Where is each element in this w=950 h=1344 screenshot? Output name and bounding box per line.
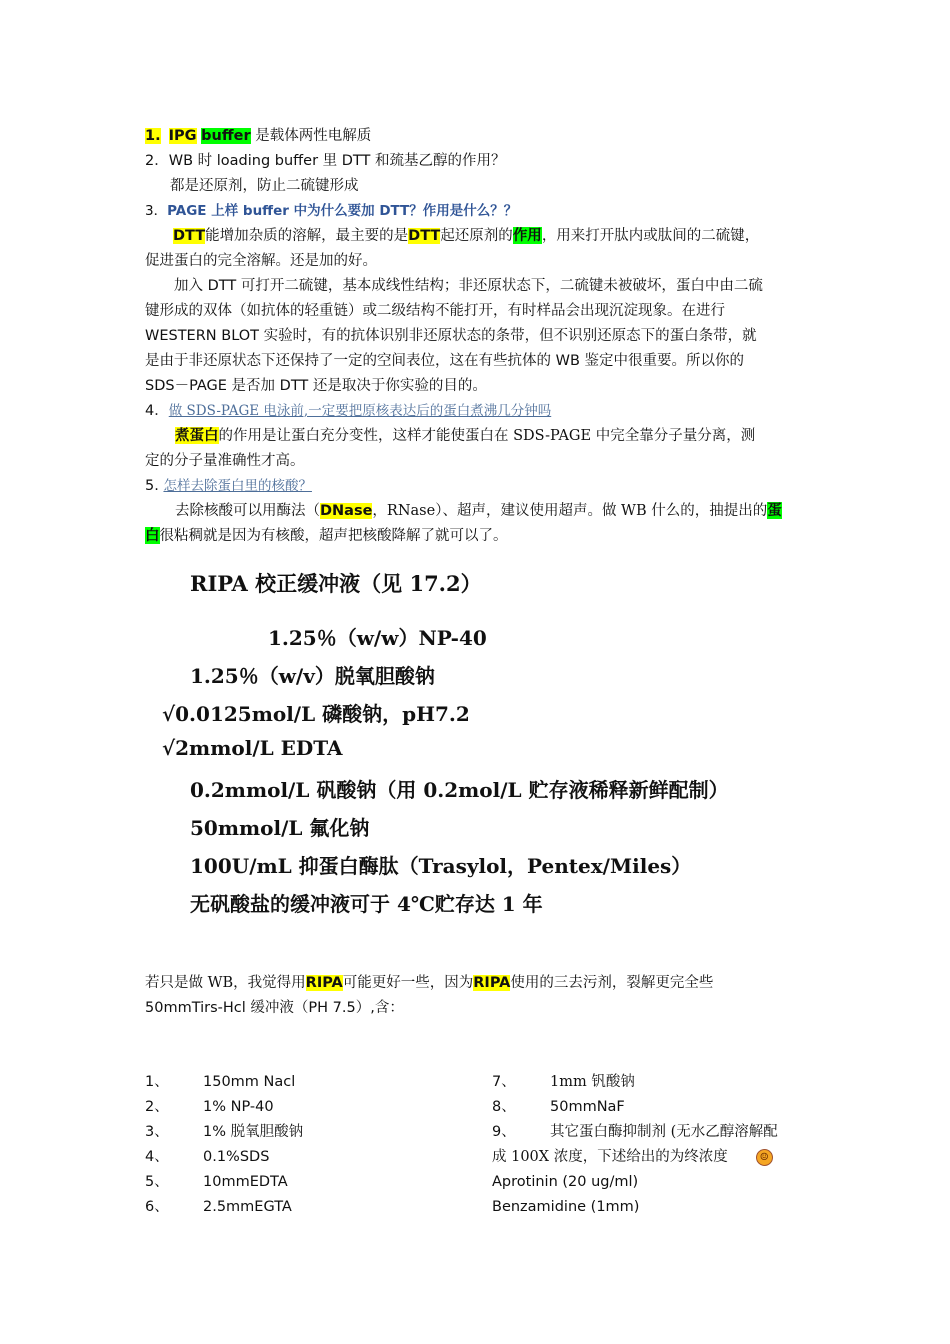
q3-para2-line5: SDS－PAGE 是否加 DTT 还是取决于你实验的目的。 (145, 378, 487, 394)
boil-protein-term: 煮蛋白 (175, 427, 219, 444)
q2-answer: 都是还原剂，防止二硫键形成 (170, 178, 359, 194)
list-value: 其它蛋白酶抑制剂 (无水乙醇溶解配 (550, 1124, 778, 1140)
q3-question (145, 201, 517, 221)
ripa-term: RIPA (473, 975, 511, 991)
q4-answer-line2: 定的分子量准确性才高。 (145, 453, 305, 469)
q1-line (145, 126, 371, 146)
inhibitor-aprotinin: Aprotinin (20 ug/ml) (492, 1174, 639, 1190)
list-value: 1mm 钒酸钠 (550, 1074, 635, 1090)
q3-number: 3． (145, 203, 168, 219)
list-number: 1、 (145, 1074, 169, 1090)
q3-para2-line3: WESTERN BLOT 实验时，有的抗体识别非还原状态的条带，但不识别还原态下的蛋白条带，就 (145, 328, 757, 344)
list-value: 成 100X 浓度，下述给出的为终浓度 (492, 1149, 728, 1165)
list-item (492, 1072, 635, 1092)
q4-answer-line1 (175, 426, 755, 446)
list-item (145, 1097, 274, 1117)
ripa-recipe-image (160, 560, 840, 920)
q4-link[interactable]: 做 SDS-PAGE 电泳前,一定要把原核表达后的蛋白煮沸几分钟吗 (168, 403, 552, 419)
q3-para1-line1 (173, 226, 759, 246)
recipe-item: √0.0125mol/L 磷酸钠，pH7.2 (162, 702, 470, 726)
list-value: 0.1%SDS (203, 1149, 270, 1165)
q3-text: PAGE 上样 buffer 中为什么要加 DTT？作用是什么？？ (167, 203, 518, 219)
q1-term-buffer: buffer (201, 128, 251, 144)
recipe-item: 1.25％（w/v）脱氧胆酸钠 (190, 664, 435, 688)
q1-number: 1. (145, 128, 161, 144)
q5-text-b: ，RNase）、超声，建议使用超声。做 WB 什么的，抽提出的 (372, 503, 768, 519)
list-number: 6、 (145, 1199, 169, 1215)
q2-question (145, 151, 505, 171)
q5-text-a: 去除核酸可以用酶法（ (175, 503, 320, 519)
ripa-note-line2: 50mmTirs-Hcl 缓冲液（PH 7.5）,含： (145, 1000, 404, 1016)
q3-p1-text-b: 起还原剂的 (440, 228, 513, 244)
q2-number: 2． (145, 153, 169, 169)
ripa-note-text-a: 若只是做 WB，我觉得用 (145, 975, 306, 991)
list-number: 5、 (145, 1174, 169, 1190)
list-item-continued (492, 1147, 773, 1167)
q4-number: 4． (145, 403, 169, 419)
ripa-note-line1 (145, 973, 713, 993)
q5-question (145, 476, 312, 496)
recipe-item: √2mmol/L EDTA (162, 736, 343, 760)
effect-term: 作用 (512, 227, 542, 244)
list-item (145, 1122, 303, 1142)
list-item (145, 1147, 269, 1167)
list-number: 2、 (145, 1099, 169, 1115)
list-number: 8、 (492, 1099, 516, 1115)
ripa-note-text-c: 使用的三去污剂，裂解更完全些 (510, 975, 714, 991)
list-item (492, 1122, 778, 1142)
recipe-item: 50mmol/L 氟化钠 (190, 816, 370, 840)
q3-para1-line2: 促进蛋白的完全溶解。还是加的好。 (145, 253, 377, 269)
recipe-item: 1.25％（w/w）NP-40 (268, 626, 487, 650)
list-number: 7、 (492, 1074, 516, 1090)
q1-term-ipg: IPG (168, 128, 197, 144)
q5-answer-line1 (175, 501, 782, 521)
ripa-term: RIPA (305, 975, 343, 991)
list-item (492, 1097, 625, 1117)
q5-number: 5. (145, 478, 159, 494)
q3-para2-line2: 键形成的双体（如抗体的轻重链）或二级结构不能打开，有时样品会出现沉淀现象。在进行 (145, 303, 725, 319)
list-item (145, 1197, 292, 1217)
smiley-face-icon: ☺ (756, 1149, 773, 1166)
q4-question (145, 401, 551, 421)
recipe-item: 无矾酸盐的缓冲液可于 4℃贮存达 1 年 (190, 892, 543, 916)
dtt-term: DTT (408, 228, 441, 244)
list-item (145, 1172, 288, 1192)
q5-link[interactable]: 怎样去除蛋白里的核酸？ (163, 478, 312, 494)
list-number: 3、 (145, 1124, 169, 1140)
list-value: 50mmNaF (550, 1099, 625, 1115)
q3-p1-text-a: 能增加杂质的溶解，最主要的是 (205, 228, 409, 244)
list-value: 2.5mmEGTA (203, 1199, 292, 1215)
protein-term-part2: 白 (145, 527, 160, 544)
recipe-item: 100U/mL 抑蛋白酶肽（Trasylol，Pentex/Miles） (190, 854, 692, 878)
protein-term-part1: 蛋 (767, 502, 782, 519)
recipe-title: RIPA 校正缓冲液（见 17.2） (190, 571, 482, 596)
list-value: 1% 脱氧胆酸钠 (203, 1124, 304, 1140)
list-number: 9、 (492, 1124, 516, 1140)
list-value: 10mmEDTA (203, 1174, 288, 1190)
list-value: 1% NP-40 (203, 1099, 274, 1115)
q3-para2-line4: 是由于非还原状态下还保持了一定的空间表位，这在有些抗体的 WB 鉴定中很重要。所以你的 (145, 353, 744, 369)
list-value: 150mm Nacl (203, 1074, 296, 1090)
q1-text: 是载体两性电解质 (250, 128, 372, 144)
q5-answer-line2 (145, 526, 508, 546)
dtt-term: DTT (173, 228, 206, 244)
q3-para2-line1: 加入 DTT 可打开二硫键，基本成线性结构；非还原状态下，二硫键未被破坏，蛋白中由二硫 (174, 278, 763, 294)
q3-p1-text-c: ，用来打开肽内或肽间的二硫键， (541, 228, 760, 244)
list-number: 4、 (145, 1149, 169, 1165)
list-item (145, 1072, 295, 1092)
recipe-item: 0.2mmol/L 矾酸钠（用 0.2mol/L 贮存液稀释新鲜配制） (190, 778, 729, 802)
dnase-term: DNase (320, 503, 373, 519)
ripa-note-text-b: 可能更好一些，因为 (342, 975, 474, 991)
q5-text-c: 很粘稠就是因为有核酸，超声把核酸降解了就可以了。 (159, 528, 508, 544)
q2-text: WB 时 loading buffer 里 DTT 和巯基乙醇的作用？ (168, 153, 506, 169)
q4-answer-text: 的作用是让蛋白充分变性，这样才能使蛋白在 SDS-PAGE 中完全靠分子量分离，测 (218, 428, 756, 444)
inhibitor-benzamidine: Benzamidine (1mm) (492, 1199, 640, 1215)
